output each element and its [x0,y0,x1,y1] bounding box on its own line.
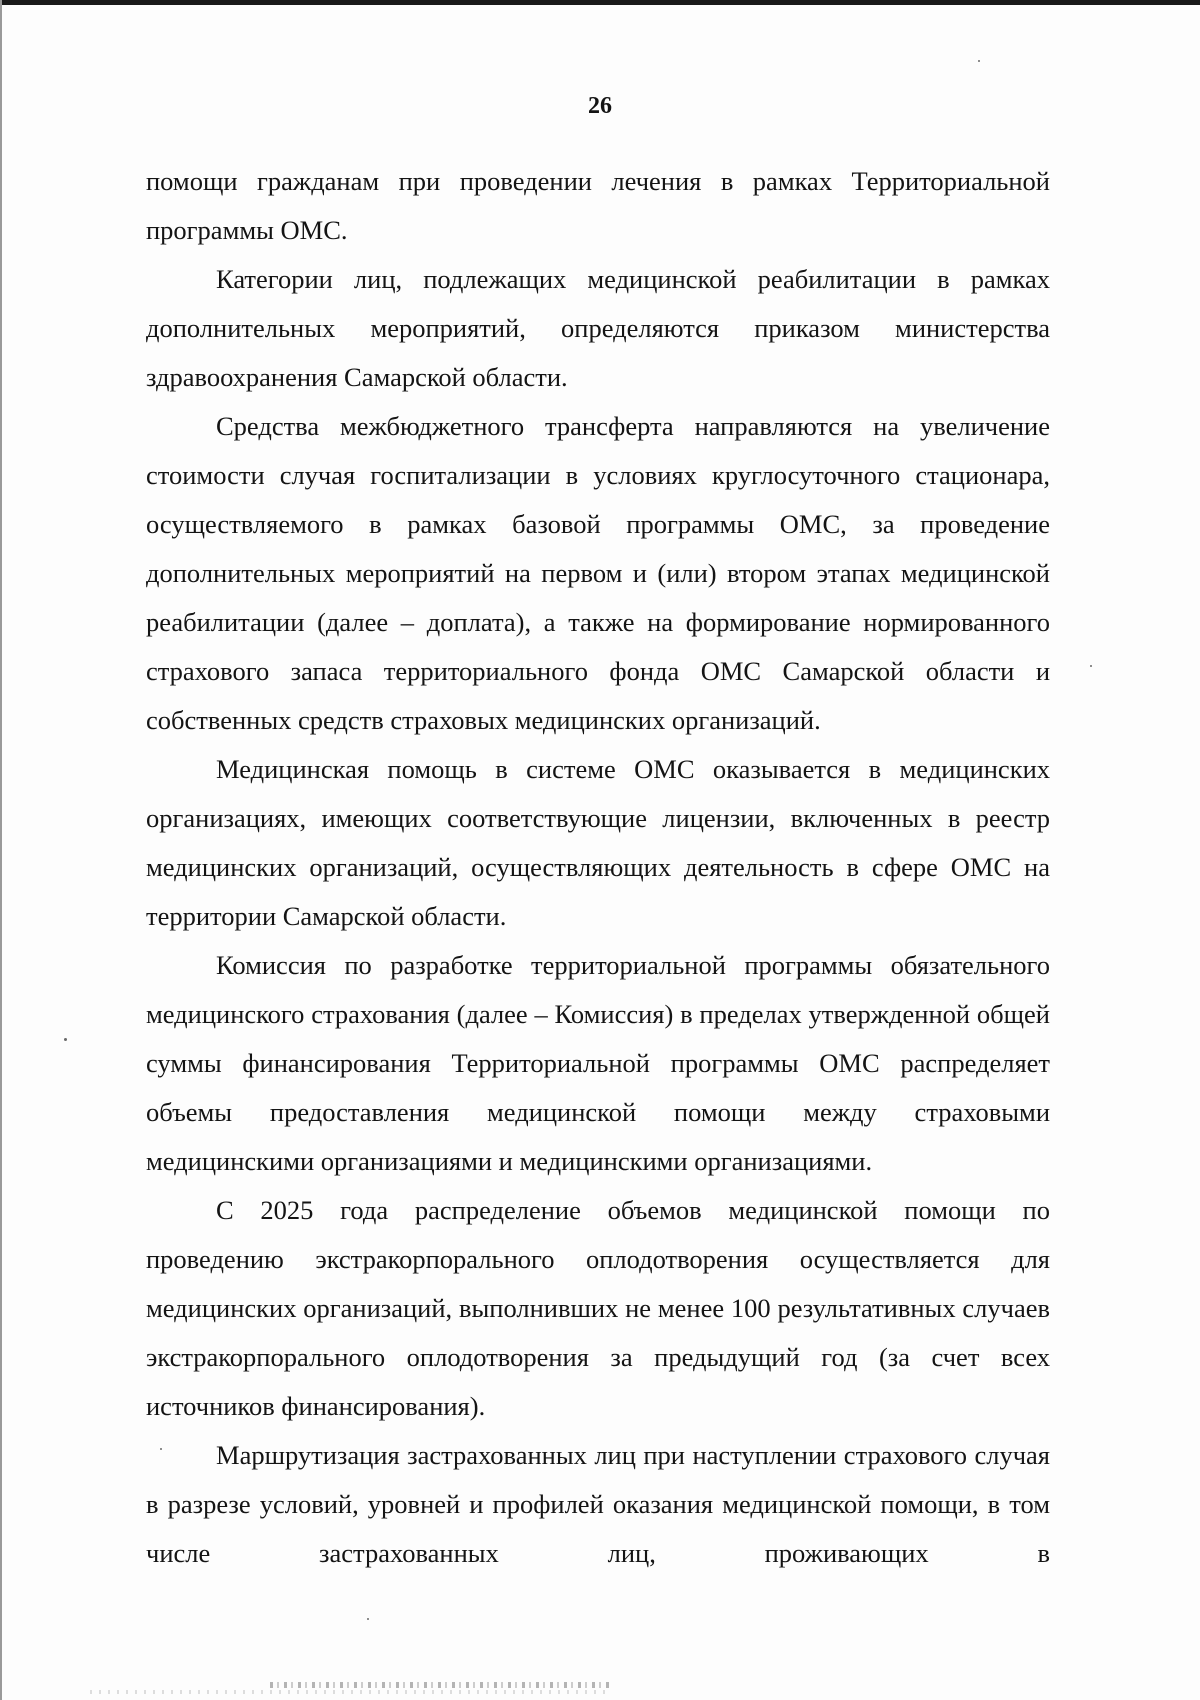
paragraph-1: помощи гражданам при проведении лечения в рамках Территориальной программы ОМС. [146,166,1050,245]
body-text [146,157,1050,1578]
paragraph-7: Маршрутизация застрахованных лиц при наступлении страхового случая в разрезе условий, уровней и профилей оказания медицинской помощи, в том числе застрахованных лиц, проживающих в [146,1440,1050,1568]
scan-speck [64,1038,67,1041]
paragraph-2: Категории лиц, подлежащих медицинской реабилитации в рамках дополнительных мероприятий, определяются приказом министерства здравоохранения Самарской области. [146,264,1050,392]
scan-smudge [90,1690,610,1694]
scan-speck [1090,665,1092,667]
scan-smudge [270,1682,610,1688]
scan-left-edge [0,0,2,1700]
scan-speck [367,1618,369,1620]
scan-speck [160,1448,162,1450]
paragraph-4: Медицинская помощь в системе ОМС оказывается в медицинских организациях, имеющих соответствующие лицензии, включенных в реестр медицинских организаций, осуществляющих деятельность в сфере ОМС на территории Самарской области. [146,754,1050,931]
scan-speck [978,60,980,62]
paragraph-5: Комиссия по разработке территориальной программы обязательного медицинского страхования (далее – Комиссия) в пределах утвержденной общей суммы финансирования Территориальной программы ОМС распределяет объемы предоставления медицинской помощи между страховыми медицинскими организациями и медицинскими организациями. [146,950,1050,1176]
paragraph-6: С 2025 года распределение объемов медицинской помощи по проведению экстракорпорального оплодотворения осуществляется для медицинских организаций, выполнивших не менее 100 результативных случаев экстракорпорального оплодотворения за предыдущий год (за счет всех источников финансирования). [146,1195,1050,1421]
paragraph-3: Средства межбюджетного трансферта направляются на увеличение стоимости случая госпитализации в условиях круглосуточного стационара, осуществляемого в рамках базовой программы ОМС, за проведение дополнительных мероприятий на первом и (или) втором этапах медицинской реабилитации (далее – доплата), а также на формирование нормированного страхового запаса территориального фонда ОМС Самарской области и собственных средств страховых медицинских организаций. [146,411,1050,735]
scan-top-edge [0,0,1200,5]
page-number: 26 [588,93,612,119]
